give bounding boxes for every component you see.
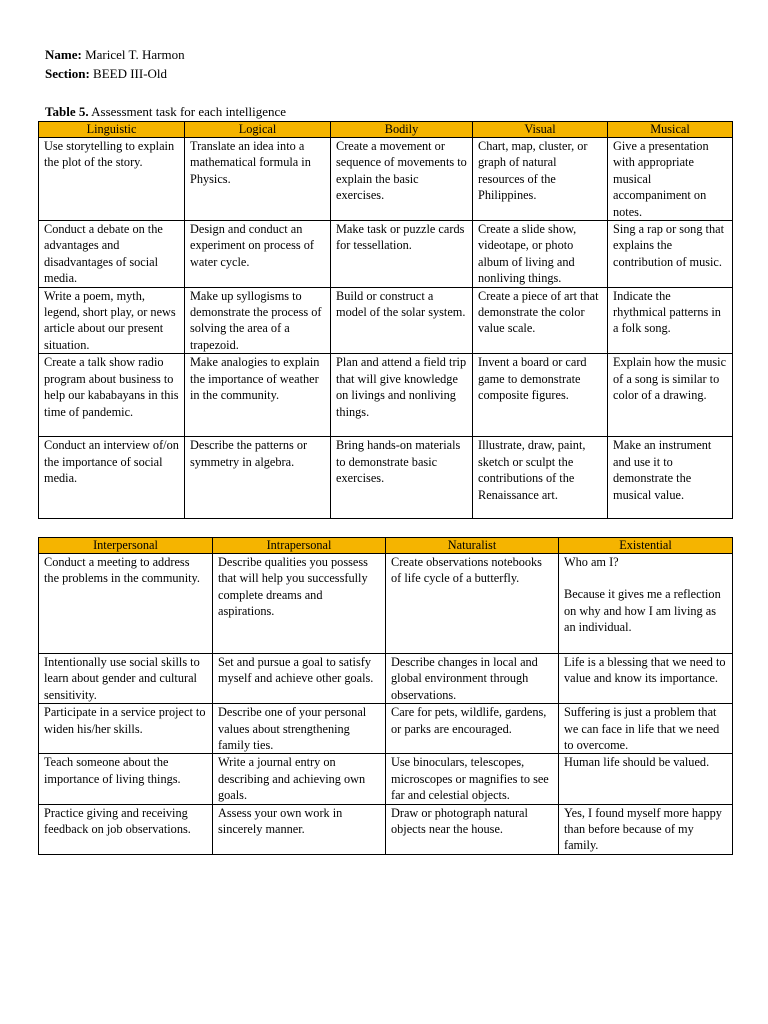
- header-naturalist: Naturalist: [386, 538, 559, 554]
- student-name-line: [45, 47, 185, 63]
- table-cell: Participate in a service project to widen his/her skills.: [39, 704, 213, 754]
- table-cell: Conduct an interview of/on the importance of social media.: [39, 437, 185, 519]
- table-row: [39, 804, 733, 854]
- table-cell: Describe qualities you possess that will help you successfully complete dreams and aspirations.: [213, 554, 386, 654]
- header-logical: Logical: [185, 122, 331, 138]
- table-cell: Create observations notebooks of life cycle of a butterfly.: [386, 554, 559, 654]
- table-cell: Explain how the music of a song is similar to color of a drawing.: [608, 354, 733, 437]
- table-cell: Describe one of your personal values about strengthening family ties.: [213, 704, 386, 754]
- table-cell: Make an instrument and use it to demonstrate the musical value.: [608, 437, 733, 519]
- table-cell: Make up syllogisms to demonstrate the process of solving the area of a trapezoid.: [185, 287, 331, 354]
- table-row: [39, 654, 733, 704]
- table-header-row: [39, 538, 733, 554]
- table-cell: Indicate the rhythmical patterns in a folk song.: [608, 287, 733, 354]
- table-cell: Build or construct a model of the solar system.: [331, 287, 473, 354]
- section-line: [45, 66, 167, 82]
- section-label: Section:: [45, 66, 90, 81]
- table-cell: Yes, I found myself more happy than before because of my family.: [559, 804, 733, 854]
- table-cell: Make analogies to explain the importance of weather in the community.: [185, 354, 331, 437]
- table-cell: Use binoculars, telescopes, microscopes or magnifies to see far and celestial objects.: [386, 754, 559, 804]
- table-caption-text: Assessment task for each intelligence: [91, 104, 287, 119]
- table-cell: Describe the patterns or symmetry in algebra.: [185, 437, 331, 519]
- table-cell: Human life should be valued.: [559, 754, 733, 804]
- header-musical: Musical: [608, 122, 733, 138]
- table-cell: Translate an idea into a mathematical formula in Physics.: [185, 138, 331, 221]
- name-value: Maricel T. Harmon: [85, 47, 185, 62]
- intelligence-table-2: [38, 537, 733, 855]
- table-cell: Create a piece of art that demonstrate the color value scale.: [473, 287, 608, 354]
- table-cell: Use storytelling to explain the plot of the story.: [39, 138, 185, 221]
- table-row: [39, 287, 733, 354]
- header-existential: Existential: [559, 538, 733, 554]
- table-cell: Draw or photograph natural objects near the house.: [386, 804, 559, 854]
- table-cell: Suffering is just a problem that we can face in life that we need to overcome.: [559, 704, 733, 754]
- table-cell: Create a slide show, videotape, or photo album of living and nonliving things.: [473, 221, 608, 288]
- table-row: [39, 554, 733, 654]
- header-intrapersonal: Intrapersonal: [213, 538, 386, 554]
- table-caption: [45, 104, 286, 120]
- table-cell: Teach someone about the importance of living things.: [39, 754, 213, 804]
- table-cell: Make task or puzzle cards for tessellation.: [331, 221, 473, 288]
- table-cell: Create a talk show radio program about business to help our kababayans in this time of pandemic.: [39, 354, 185, 437]
- table-row: [39, 754, 733, 804]
- table-cell: Plan and attend a field trip that will give knowledge on livings and nonliving things.: [331, 354, 473, 437]
- table-row: [39, 437, 733, 519]
- table-cell: Write a journal entry on describing and achieving own goals.: [213, 754, 386, 804]
- table-cell: Care for pets, wildlife, gardens, or parks are encouraged.: [386, 704, 559, 754]
- table-cell: Intentionally use social skills to learn about gender and cultural sensitivity.: [39, 654, 213, 704]
- table-row: [39, 704, 733, 754]
- table-cell: Practice giving and receiving feedback on job observations.: [39, 804, 213, 854]
- table-cell: Design and conduct an experiment on process of water cycle.: [185, 221, 331, 288]
- intelligence-table-1: [38, 121, 733, 519]
- table-cell-existential: [559, 554, 733, 654]
- existential-answer: Because it gives me a reflection on why and how I am living as an individual.: [564, 587, 721, 635]
- header-bodily: Bodily: [331, 122, 473, 138]
- table-cell: Bring hands-on materials to demonstrate basic exercises.: [331, 437, 473, 519]
- table-caption-label: Table 5.: [45, 104, 89, 119]
- table-cell: Write a poem, myth, legend, short play, or news article about our present situation.: [39, 287, 185, 354]
- header-interpersonal: Interpersonal: [39, 538, 213, 554]
- existential-question: Who am I?: [564, 555, 619, 569]
- table-cell: Sing a rap or song that explains the contribution of music.: [608, 221, 733, 288]
- name-label: Name:: [45, 47, 82, 62]
- table-cell: Chart, map, cluster, or graph of natural resources of the Philippines.: [473, 138, 608, 221]
- table-cell: Life is a blessing that we need to value and know its importance.: [559, 654, 733, 704]
- table-row: [39, 138, 733, 221]
- table-cell: Set and pursue a goal to satisfy myself and achieve other goals.: [213, 654, 386, 704]
- table-cell: Assess your own work in sincerely manner.: [213, 804, 386, 854]
- table-cell: Illustrate, draw, paint, sketch or sculpt the contributions of the Renaissance art.: [473, 437, 608, 519]
- table-cell: Conduct a debate on the advantages and disadvantages of social media.: [39, 221, 185, 288]
- table-cell: Invent a board or card game to demonstrate composite figures.: [473, 354, 608, 437]
- table-row: [39, 221, 733, 288]
- table-header-row: [39, 122, 733, 138]
- section-value: BEED III-Old: [93, 66, 168, 81]
- table-cell: Conduct a meeting to address the problems in the community.: [39, 554, 213, 654]
- table-row: [39, 354, 733, 437]
- table-cell: Create a movement or sequence of movements to explain the basic exercises.: [331, 138, 473, 221]
- header-visual: Visual: [473, 122, 608, 138]
- table-cell: Give a presentation with appropriate musical accompaniment on notes.: [608, 138, 733, 221]
- table-cell: Describe changes in local and global environment through observations.: [386, 654, 559, 704]
- header-linguistic: Linguistic: [39, 122, 185, 138]
- paragraph-gap: [564, 570, 727, 586]
